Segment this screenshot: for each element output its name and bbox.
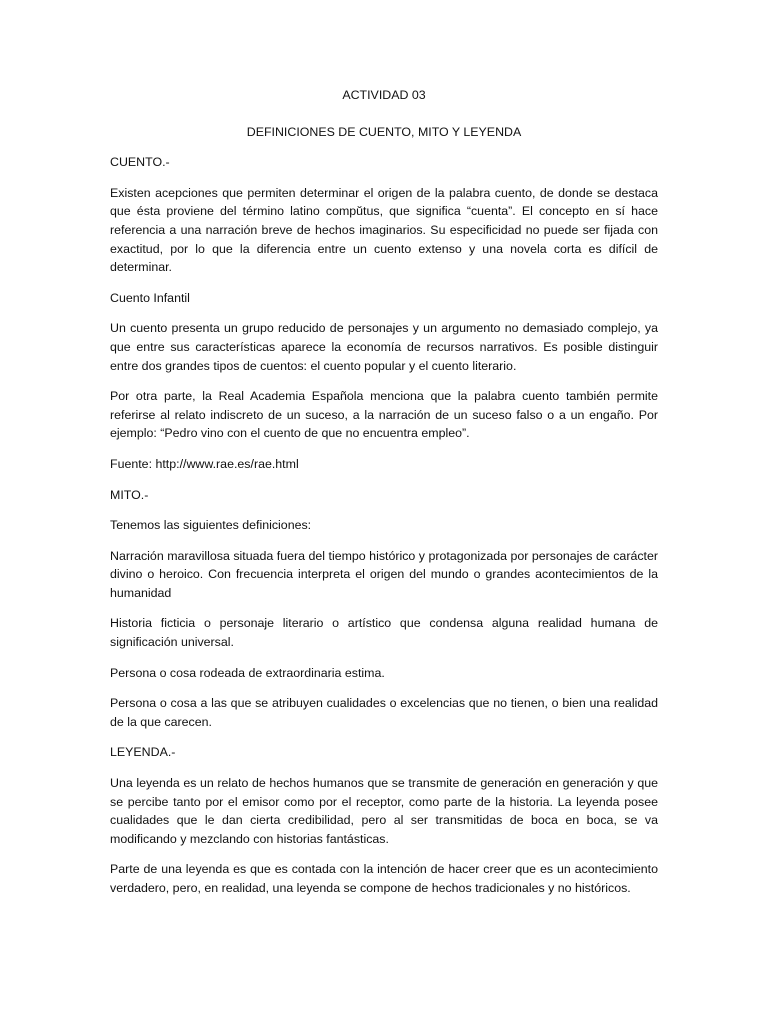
subheading-cuento-infantil: Cuento Infantil: [110, 290, 190, 305]
document-page: [110, 86, 658, 898]
leyenda-paragraph-2: Parte de una leyenda es que es contada con la intención de hacer creer que es un acontecimiento verdadero, pero, en realidad, una leyenda se compone de hechos tradicionales y no históricos.: [110, 862, 658, 895]
cuento-paragraph-1: Existen acepciones que permiten determinar el origen de la palabra cuento, de donde se destaca que ésta proviene del término latino compŭtus, que significa “cuenta”. El concepto en sí hace referencia a una narración breve de hechos imaginarios. Su especificidad no puede ser fijada con exactitud, por lo que la diferencia entre un cuento extenso y una novela corta es difícil de determinar.: [110, 185, 658, 275]
mito-intro: Tenemos las siguientes definiciones:: [110, 518, 312, 533]
mito-definition-4: Persona o cosa a las que se atribuyen cualidades o excelencias que no tienen, o bien una realidad de la que carecen.: [110, 696, 658, 729]
mito-definition-2: Historia ficticia o personaje literario o artístico que condensa alguna realidad humana de significación universal.: [110, 616, 658, 650]
leyenda-paragraph-1: Una leyenda es un relato de hechos humanos que se transmite de generación en generación y que se percibe tanto por el emisor como por el receptor, como parte de la historia. La leyenda posee cualidades que le dan cierta credibilidad, pero al ser transmitidas de boca en boca, se va modificando y mezclando con historias fantásticas.: [110, 776, 658, 846]
section-heading-cuento: CUENTO.-: [110, 155, 170, 170]
cuento-paragraph-3: Por otra parte, la Real Academia Española menciona que la palabra cuento también permite referirse al relato indiscreto de un suceso, a la narración de un suceso falso o a un engaño. Por ejemplo: “Pedro vino con el cuento de que no encuentra empleo”.: [110, 389, 658, 441]
mito-definition-1: Narración maravillosa situada fuera del tiempo histórico y protagonizada por personajes de carácter divino o heroico. Con frecuencia interpreta el origen del mundo o grandes acontecimientos de la humanidad: [110, 548, 658, 600]
cuento-paragraph-2: Un cuento presenta un grupo reducido de personajes y un argumento no demasiado complejo, ya que entre sus características aparece la economía de recursos narrativos. Es posible distinguir entre dos grandes tipos de cuentos: el cuento popular y el cuento literario.: [110, 321, 658, 373]
cuento-source: Fuente: http://www.rae.es/rae.html: [110, 456, 299, 471]
mito-definition-3: Persona o cosa rodeada de extraordinaria estima.: [110, 665, 385, 680]
document-subtitle: DEFINICIONES DE CUENTO, MITO Y LEYENDA: [246, 124, 522, 139]
section-heading-leyenda: LEYENDA.-: [110, 745, 176, 760]
section-heading-mito: MITO.-: [110, 487, 149, 502]
document-title: ACTIVIDAD 03: [342, 88, 426, 102]
